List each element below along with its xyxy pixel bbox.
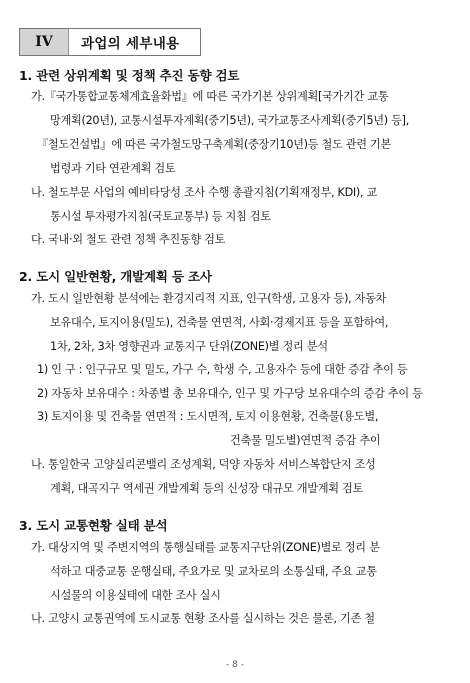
heading-city-status: 2. 도시 일반현황, 개발계획 등 조사 — [19, 269, 212, 284]
paragraph-line: 망계획(20년), 교통시설투자계획(중기5년), 국가교통조사계획(중기5년) 등], — [50, 114, 409, 127]
paragraph-line: 나. 통일한국 고양실리콘밸리 조성계획, 덕양 자동차 서비스복합단지 조성 — [31, 458, 376, 471]
section-roman-numeral: IV — [20, 29, 69, 55]
paragraph-line: 통시설 투자평가지침(국토교통부) 등 지침 검토 — [50, 210, 271, 223]
paragraph-line: 다. 국내·외 철도 관련 정책 추진동향 검토 — [31, 233, 226, 246]
heading-traffic-status: 3. 도시 교통현황 실태 분석 — [19, 518, 168, 533]
heading-related-plans: 1. 관련 상위계획 및 정책 추진 동향 검토 — [19, 68, 240, 83]
section-header — [19, 28, 201, 56]
paragraph-line: 가. 도시 일반현황 분석에는 환경지리적 지표, 인구(학생, 고용자 등), 자동차 — [31, 292, 387, 305]
paragraph-line: 법령과 기타 연관계획 검토 — [50, 162, 176, 175]
sub-item-line: 1) 인 구 : 인구규모 및 밀도, 가구 수, 학생 수, 고용자수 등에 대한 증감 추이 등 — [37, 363, 408, 376]
sub-item-line: 3) 토지이용 및 건축물 연면적 : 도시면적, 토지 이용현황, 건축물(용도별, — [37, 410, 379, 423]
paragraph-line: 석하고 대중교통 운행실태, 주요가로 및 교차로의 소통실태, 주요 교통 — [50, 565, 377, 578]
sub-item-line: 건축물 밀도별)연면적 증감 추이 — [230, 434, 381, 447]
paragraph-line: 가. 대상지역 및 주변지역의 통행실태를 교통지구단위(ZONE)별로 정리 분 — [31, 541, 380, 554]
section-title: 과업의 세부내용 — [81, 36, 180, 52]
paragraph-line: 시설물의 이용실태에 대한 조사 실시 — [50, 589, 221, 602]
paragraph-line: 나. 고양시 교통권역에 도시교통 현황 조사를 실시하는 것은 물론, 기존 철 — [31, 612, 375, 625]
paragraph-line: 『철도건설법』에 따른 국가철도망구축계획(중장기10년)등 철도 관련 기본 — [37, 138, 392, 151]
paragraph-line: 가.『국가통합교통체계효율화법』에 따른 국가기본 상위계획[국가기간 교통 — [31, 90, 389, 103]
sub-item-line: 2) 자동차 보유대수 : 차종별 총 보유대수, 인구 및 가구당 보유대수의 증감 추이 등 — [37, 387, 423, 400]
page-number: - 8 - — [226, 660, 244, 670]
paragraph-line: 계획, 대곡지구 역세권 개발계획 등의 신성장 대규모 개발계획 검토 — [50, 482, 363, 495]
paragraph-line: 나. 철도부문 사업의 예비타당성 조사 수행 총괄지침(기획재정부, KDI), 교 — [31, 186, 377, 199]
paragraph-line: 1차, 2차, 3차 영향권과 교통지구 단위(ZONE)별 정리 분석 — [50, 340, 328, 353]
paragraph-line: 보유대수, 토지이용(밀도), 건축물 연면적, 사회·경제지표 등을 포함하여, — [50, 316, 389, 329]
